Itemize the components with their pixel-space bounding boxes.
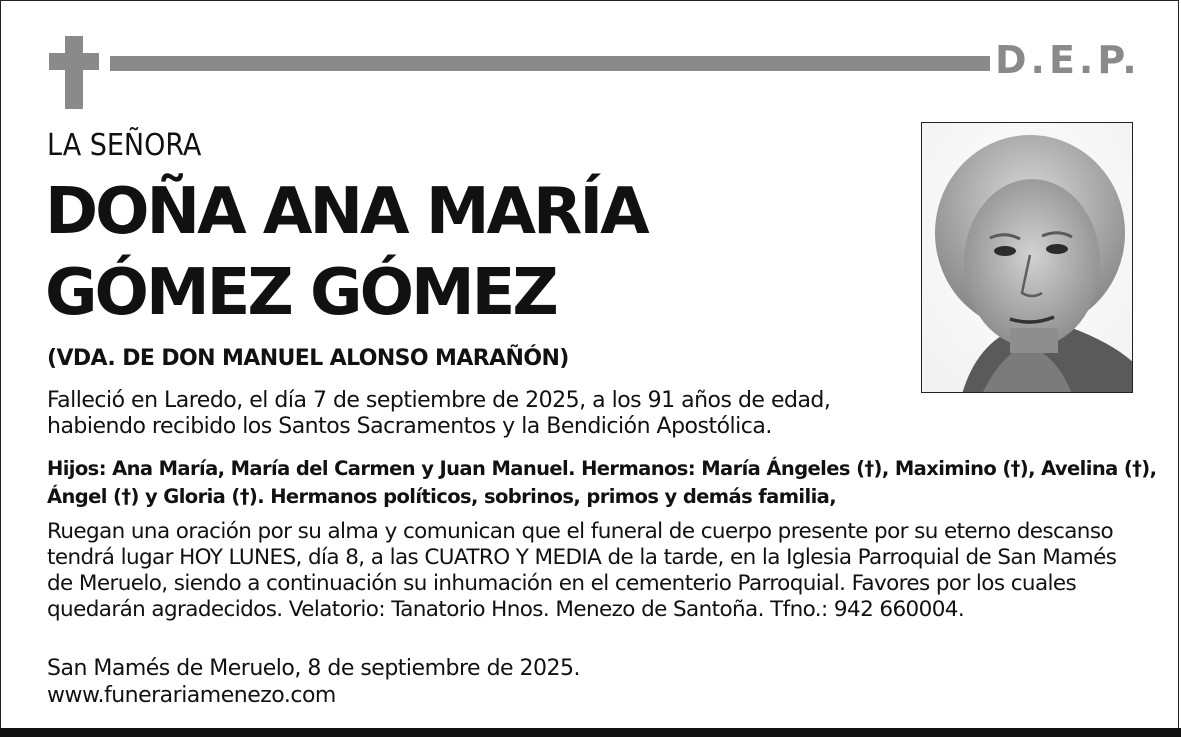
deceased-name-line2: GÓMEZ GÓMEZ xyxy=(45,256,556,330)
widow-line: (VDA. DE DON MANUEL ALONSO MARAÑÓN) xyxy=(47,346,569,371)
portrait-image xyxy=(922,123,1133,393)
bottom-border xyxy=(0,728,1181,737)
funeral-text-line: quedarán agradecidos. Velatorio: Tanatorio Hnos. Menezo de Santoña. Tfno.: 942 660004. xyxy=(47,597,965,622)
place-date: San Mamés de Meruelo, 8 de septiembre de 2025. xyxy=(47,656,581,681)
family-text-line: Ángel (†) y Gloria (†). Hermanos políticos, sobrinos, primos y demás familia, xyxy=(47,485,837,508)
funeral-text-line: tendrá lugar HOY LUNES, día 8, a las CUATRO Y MEDIA de la tarde, en la Iglesia Parroquial de San Mamés xyxy=(47,545,1117,570)
death-text-line: Falleció en Laredo, el día 7 de septiembre de 2025, a los 91 años de edad, xyxy=(47,388,831,413)
death-text-line: habiendo recibido los Santos Sacramentos y la Bendición Apostólica. xyxy=(47,414,772,439)
dep-label: D.E.P. xyxy=(995,38,1141,82)
cross-icon xyxy=(49,36,99,109)
website-link[interactable]: www.funerariamenezo.com xyxy=(47,683,336,708)
funeral-details xyxy=(47,519,1157,623)
funeral-text-line: Ruegan una oración por su alma y comunican que el funeral de cuerpo presente por su eterno descanso xyxy=(47,519,1113,544)
family-text-line: Hijos: Ana María, María del Carmen y Juan Manuel. Hermanos: María Ángeles (†), Maximino (†), Avelina (†), xyxy=(47,457,1157,480)
header-rule xyxy=(110,56,990,71)
death-announcement xyxy=(47,388,847,440)
portrait-photo xyxy=(921,122,1133,393)
funeral-text-line: de Meruelo, siendo a continuación su inhumación en el cementerio Parroquial. Favores por los cuales xyxy=(47,571,1077,596)
family-list xyxy=(47,455,1157,511)
salutation: LA SEÑORA xyxy=(47,128,202,163)
deceased-name-line1: DOÑA ANA MARÍA xyxy=(45,175,647,249)
